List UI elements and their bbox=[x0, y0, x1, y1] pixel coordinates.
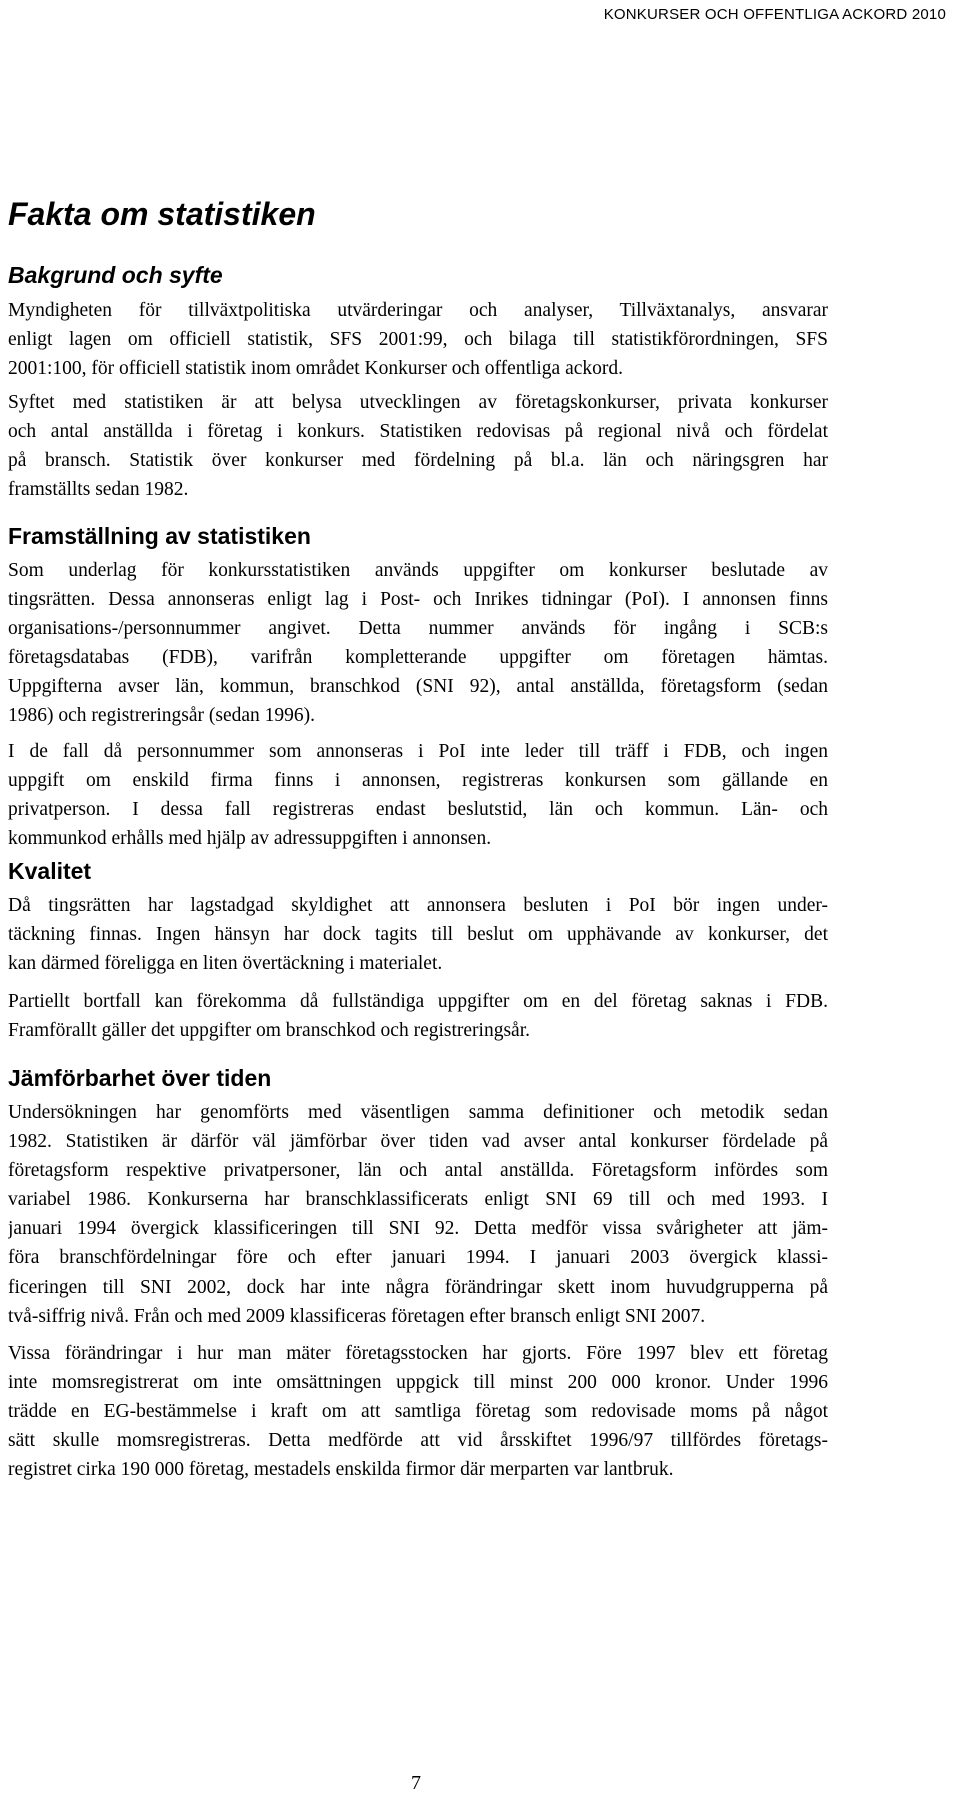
text-line: 1982. Statistiken är därför väl jämförbar över tiden vad avser antal konkurser fördelade på bbox=[8, 1131, 828, 1153]
text-line: 2001:100, för officiell statistik inom området Konkurser och offentliga ackord. bbox=[8, 358, 624, 380]
heading-kvalitet: Kvalitet bbox=[8, 858, 92, 884]
text-line: inte momsregistrerat om inte omsättningen uppgick till minst 200 000 kronor. Under 1996 bbox=[8, 1372, 828, 1394]
paragraph-jamforbarhet-1 bbox=[8, 1098, 828, 1331]
text-line: ficeringen till SNI 2002, dock har inte några förändringar skett inom huvudgrupperna på bbox=[8, 1276, 828, 1298]
text-line: tingsrätten. Dessa annonseras enligt lag i Post- och Inrikes tidningar (PoI). I annonsen finns bbox=[8, 589, 828, 611]
paragraph-bakgrund-2 bbox=[8, 388, 828, 504]
text-line: kommunkod erhålls med hjälp av adressuppgiften i annonsen. bbox=[8, 828, 492, 850]
text-line: på bransch. Statistik över konkurser med fördelning på bl.a. län och näringsgren har bbox=[8, 450, 828, 472]
page-number: 7 bbox=[411, 1772, 421, 1794]
text-line: 1986) och registreringsår (sedan 1996). bbox=[8, 705, 316, 727]
text-line: variabel 1986. Konkurserna har branschklassificerats enligt SNI 69 till och med 1993. I bbox=[8, 1189, 828, 1211]
text-line: privatperson. I dessa fall registreras endast beslutstid, län och kommun. Län- och bbox=[8, 799, 828, 821]
text-line: Undersökningen har genomförts med väsentligen samma definitioner och metodik sedan bbox=[8, 1102, 828, 1123]
text-line: Partiellt bortfall kan förekomma då fullständiga uppgifter om en del företag saknas i FDB. bbox=[8, 991, 828, 1012]
text-line: framställts sedan 1982. bbox=[8, 479, 189, 501]
text-line: Uppgifterna avser län, kommun, branschkod (SNI 92), antal anställda, företagsform (sedan bbox=[8, 676, 828, 698]
text-line: organisations-/personnummer angivet. Detta nummer används för ingång i SCB:s bbox=[8, 618, 828, 640]
heading-jamforbarhet: Jämförbarhet över tiden bbox=[8, 1065, 272, 1091]
text-line: företagsdatabas (FDB), varifrån kompletterande uppgifter om företagen hämtas. bbox=[8, 647, 828, 669]
running-header: KONKURSER OCH OFFENTLIGA ACKORD 2010 bbox=[603, 6, 946, 23]
text-line: Vissa förändringar i hur man mäter företagsstocken har gjorts. Före 1997 blev ett företag bbox=[8, 1343, 828, 1364]
text-line: och antal anställda i företag i konkurs. Statistiken redovisas på regional nivå och fördelat bbox=[8, 421, 828, 443]
paragraph-kvalitet-2 bbox=[8, 987, 828, 1045]
text-line: trädde en EG-bestämmelse i kraft om att samtliga företag som redovisade moms på något bbox=[8, 1401, 828, 1423]
paragraph-kvalitet-1 bbox=[8, 891, 828, 978]
text-line: kan därmed föreligga en liten övertäckning i materialet. bbox=[8, 953, 443, 975]
text-line: två-siffrig nivå. Från och med 2009 klassificeras företagen efter bransch enligt SNI 2007. bbox=[8, 1305, 706, 1327]
paragraph-framstallning-2 bbox=[8, 737, 828, 853]
text-line: registret cirka 190 000 företag, mestadels enskilda firmor där merparten var lantbruk. bbox=[8, 1459, 674, 1481]
paragraph-bakgrund-1 bbox=[8, 296, 828, 383]
text-line: företagsform respektive privatpersoner, län och antal anställda. Företagsform infördes som bbox=[8, 1160, 828, 1182]
text-line: föra branschfördelningar före och efter januari 1994. I januari 2003 övergick klassi- bbox=[8, 1247, 828, 1269]
text-line: Då tingsrätten har lagstadgad skyldighet att annonsera besluten i PoI bör ingen under- bbox=[8, 895, 828, 916]
text-line: Framförallt gäller det uppgifter om branschkod och registreringsår. bbox=[8, 1020, 531, 1042]
paragraph-jamforbarhet-2 bbox=[8, 1339, 828, 1484]
text-line: Som underlag för konkursstatistiken används uppgifter om konkurser beslutade av bbox=[8, 560, 828, 581]
text-line: uppgift om enskild firma finns i annonsen, registreras konkursen som gällande en bbox=[8, 770, 828, 792]
paragraph-framstallning-1 bbox=[8, 556, 828, 731]
heading-bakgrund: Bakgrund och syfte bbox=[8, 262, 223, 288]
text-line: I de fall då personnummer som annonseras i PoI inte leder till träff i FDB, och ingen bbox=[8, 741, 828, 762]
text-line: sätt skulle momsregistreras. Detta medförde att vid årsskiftet 1996/97 tillfördes företags- bbox=[8, 1430, 828, 1452]
text-line: januari 1994 övergick klassificeringen till SNI 92. Detta medför vissa svårigheter att jäm- bbox=[8, 1218, 828, 1240]
text-line: Myndigheten för tillväxtpolitiska utvärderingar och analyser, Tillväxtanalys, ansvarar bbox=[8, 300, 828, 321]
text-line: Syftet med statistiken är att belysa utvecklingen av företagskonkurser, privata konkurser bbox=[8, 392, 828, 413]
page-title: Fakta om statistiken bbox=[8, 196, 316, 232]
heading-framstallning: Framställning av statistiken bbox=[8, 523, 311, 549]
text-line: täckning finnas. Ingen hänsyn har dock tagits till beslut om upphävande av konkurser, det bbox=[8, 924, 828, 946]
text-line: enligt lagen om officiell statistik, SFS 2001:99, och bilaga till statistikförordningen, SFS bbox=[8, 329, 828, 351]
